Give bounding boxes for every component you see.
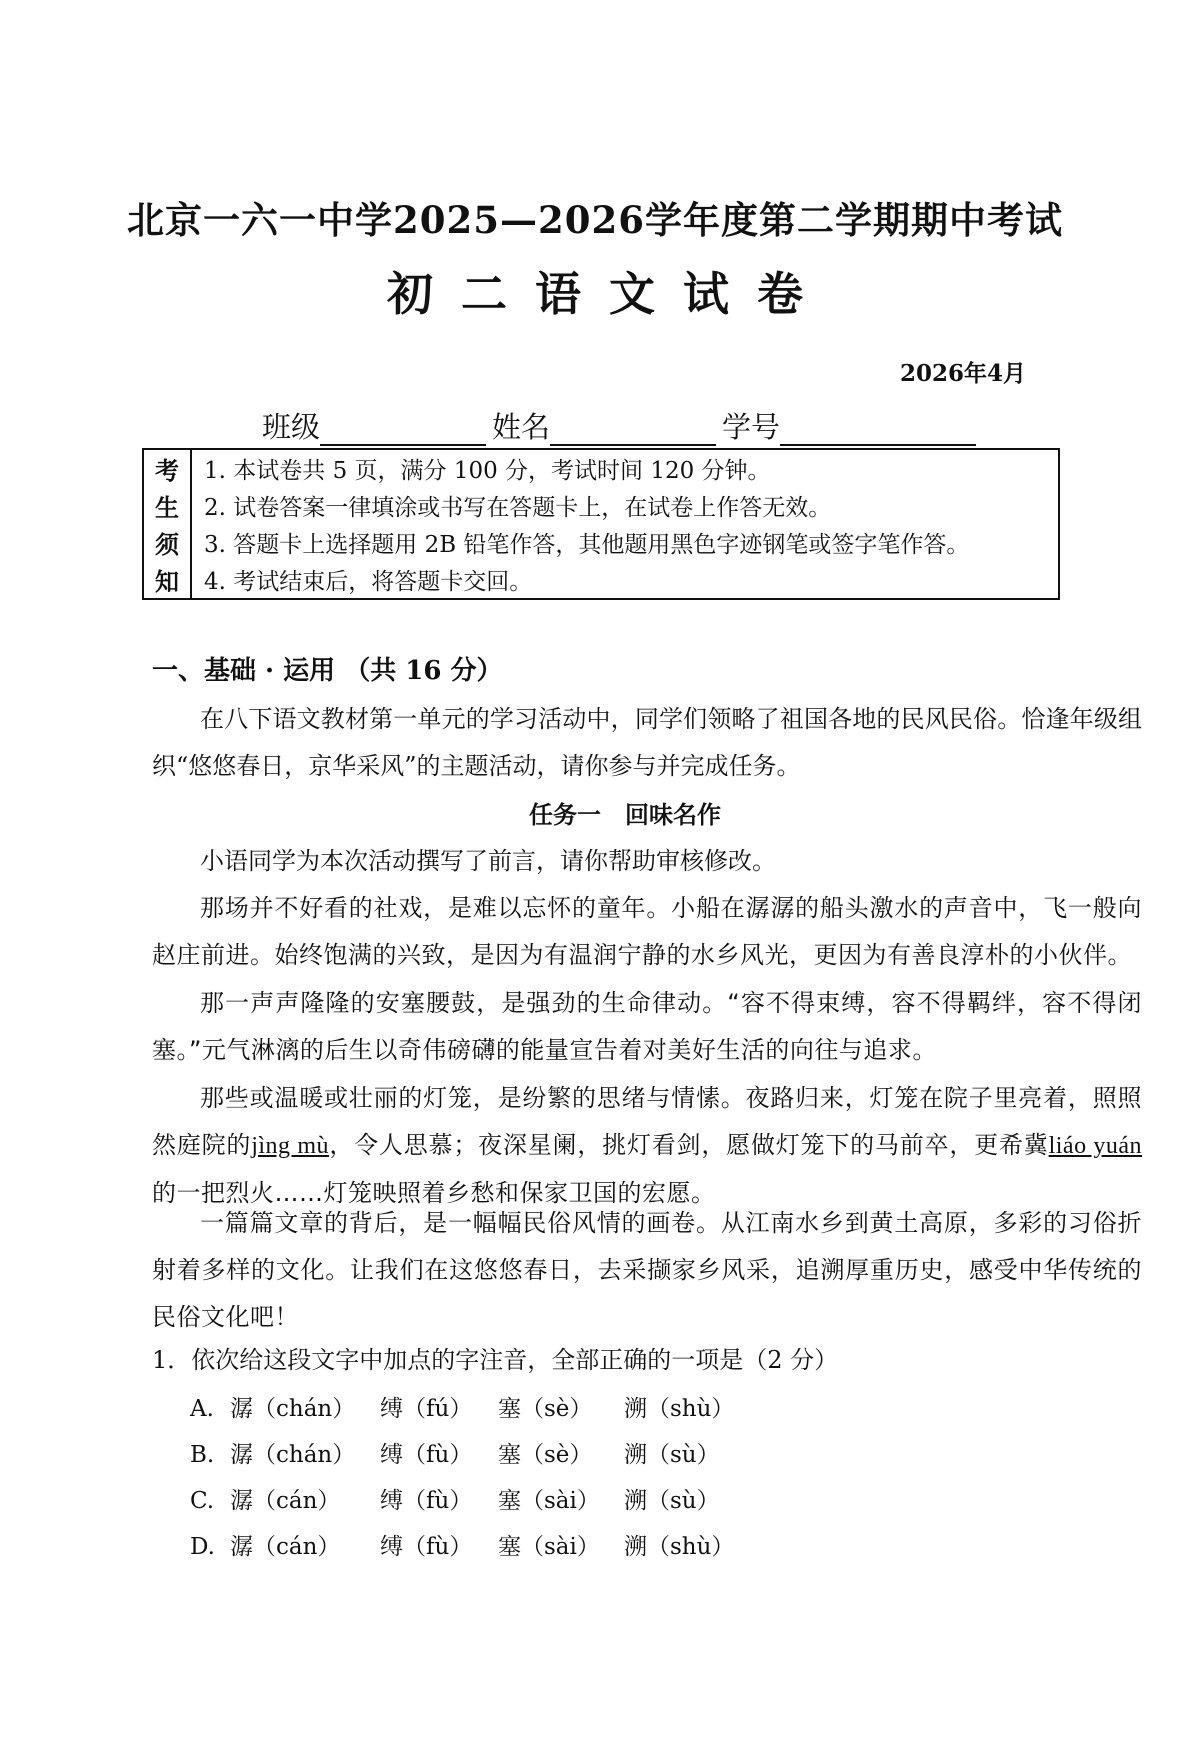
- preface-paragraph-4: 一篇篇文章的背后，是一幅幅民俗风情的画卷。从江南水乡到黄土高原，多彩的习俗折射着多样的文化。让我们在这悠悠春日，去采撷家乡风采，追溯厚重历史，感受中华传统的民俗文化吧！: [152, 1209, 1142, 1331]
- exam-date: 2026年4月: [900, 360, 1027, 387]
- task-intro: 小语同学为本次活动撰写了前言，请你帮助审核修改。: [200, 847, 776, 875]
- option-item: 潺（chán）: [230, 1396, 356, 1422]
- option-item: 塞（sè）: [498, 1442, 593, 1468]
- notice-item: 1. 本试卷共 5 页，满分 100 分，考试时间 120 分钟。: [204, 458, 771, 484]
- section-intro: 在八下语文教材第一单元的学习活动中，同学们领略了祖国各地的民风民俗。恰逢年级组织“悠悠春日，京华采风”的主题活动，请你参与并完成任务。: [152, 705, 1142, 780]
- option-item: 塞（sè）: [498, 1396, 593, 1422]
- option-d[interactable]: [190, 1528, 734, 1561]
- option-item: 溯（shù）: [624, 1534, 735, 1560]
- option-item: 塞（sài）: [498, 1534, 600, 1560]
- option-letter: B.: [190, 1442, 215, 1468]
- option-item: 缚（fù）: [380, 1442, 473, 1468]
- notice-box: [142, 448, 1060, 600]
- option-c[interactable]: [190, 1482, 720, 1515]
- class-label: 班级: [262, 410, 321, 444]
- option-letter: C.: [190, 1488, 215, 1514]
- notice-head-char: 知: [155, 567, 179, 596]
- name-blank[interactable]: [550, 418, 716, 446]
- exam-title: 北京一六一中学2025—2026学年度第二学期期中考试: [127, 198, 1063, 242]
- option-item: 溯（shù）: [624, 1396, 735, 1422]
- option-b[interactable]: [190, 1436, 720, 1469]
- option-item: 溯（sù）: [624, 1488, 720, 1514]
- option-item: 潺（chán）: [230, 1442, 356, 1468]
- option-item: 潺（cán）: [230, 1488, 341, 1514]
- notice-head-char: 生: [155, 493, 179, 522]
- class-blank[interactable]: [320, 418, 486, 446]
- option-item: 缚（fú）: [380, 1396, 473, 1422]
- notice-head: [144, 450, 192, 598]
- notice-item: 4. 考试结束后，将答题卡交回。: [204, 569, 533, 595]
- pinyin-blank-1: jìng mù: [251, 1133, 330, 1159]
- option-a[interactable]: [190, 1390, 734, 1423]
- option-item: 缚（fù）: [380, 1488, 473, 1514]
- section-heading: 一、基础 · 运用 （共 16 分）: [152, 656, 503, 686]
- p3-text-a: 那些或温暖或壮丽的灯笼，是纷繁的思绪与情愫。夜路归来，灯笼在院子里亮着，照照然庭院的: [152, 1084, 1142, 1159]
- student-info-line: [262, 405, 982, 446]
- notice-item: 2. 试卷答案一律填涂或书写在答题卡上，在试卷上作答无效。: [204, 495, 832, 521]
- id-label: 学号: [722, 410, 781, 444]
- notice-head-char: 考: [155, 456, 179, 485]
- name-label: 姓名: [492, 410, 551, 444]
- notice-item: 3. 答题卡上选择题用 2B 铅笔作答，其他题用黑色字迹钢笔或签字笔作答。: [204, 532, 970, 558]
- option-item: 塞（sài）: [498, 1488, 600, 1514]
- p3-text-c: 的一把烈火……灯笼映照着乡愁和保家卫国的宏愿。: [152, 1179, 716, 1207]
- notice-head-char: 须: [155, 530, 179, 559]
- option-item: 缚（fù）: [380, 1534, 473, 1560]
- preface-paragraph-2: 那一声声隆隆的安塞腰鼓，是强劲的生命律动。“容不得束缚，容不得羁绊，容不得闭塞。”元气淋漓的后生以奇伟磅礴的能量宣告着对美好生活的向往与追求。: [152, 989, 1142, 1064]
- option-letter: A.: [190, 1396, 214, 1422]
- option-item: 溯（sù）: [624, 1442, 720, 1468]
- question-1-stem: 1．依次给这段文字中加点的字注音，全部正确的一项是（2 分）: [152, 1346, 839, 1374]
- option-item: 潺（cán）: [230, 1534, 341, 1560]
- preface-paragraph-3: [152, 1075, 1142, 1217]
- pinyin-blank-2: liáo yuán: [1048, 1133, 1143, 1159]
- option-letter: D.: [190, 1534, 215, 1560]
- id-blank[interactable]: [780, 418, 976, 446]
- notice-items: [192, 450, 1058, 598]
- p3-text-b: ，令人思慕；夜深星阑，挑灯看剑，愿做灯笼下的马前卒，更希冀: [329, 1131, 1049, 1159]
- preface-paragraph-1: 那场并不好看的社戏，是难以忘怀的童年。小船在潺潺的船头激水的声音中，飞一般向赵庄前进。始终饱满的兴致，是因为有温润宁静的水乡风光，更因为有善良淳朴的小伙伴。: [152, 894, 1142, 969]
- task-title: 任务一 回味名作: [529, 800, 721, 829]
- exam-subtitle: 初二语文试卷: [387, 267, 831, 321]
